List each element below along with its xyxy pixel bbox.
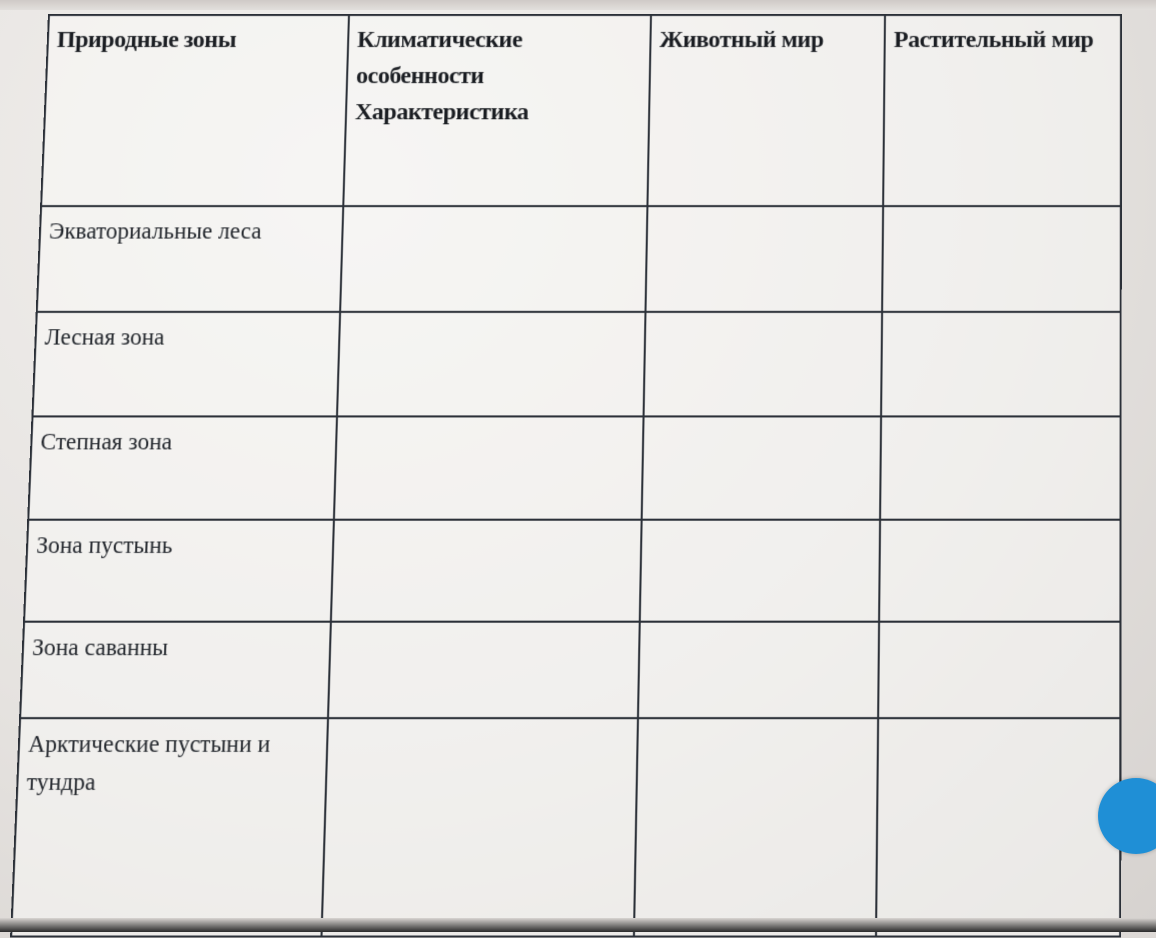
table-row bbox=[37, 206, 1121, 312]
fauna-cell[interactable] bbox=[640, 520, 880, 622]
climate-cell[interactable] bbox=[328, 622, 640, 718]
flora-cell[interactable] bbox=[881, 312, 1121, 417]
table-row bbox=[11, 718, 1120, 936]
climate-cell[interactable] bbox=[337, 312, 645, 417]
header-natural-zones: Природные зоны bbox=[41, 15, 349, 206]
climate-cell[interactable] bbox=[331, 520, 642, 622]
top-bezel bbox=[0, 0, 1156, 10]
table-row bbox=[20, 622, 1120, 718]
flora-cell[interactable] bbox=[876, 718, 1120, 936]
table-header-row bbox=[41, 15, 1121, 206]
zone-cell: Зона саванны bbox=[20, 622, 331, 718]
header-climate-line-1: Климатические bbox=[356, 26, 523, 54]
natural-zones-table bbox=[10, 14, 1122, 938]
fauna-cell[interactable] bbox=[642, 416, 881, 519]
header-climate-features bbox=[343, 15, 651, 206]
table-row bbox=[24, 520, 1120, 622]
zone-cell: Лесная зона bbox=[32, 312, 340, 417]
climate-cell[interactable] bbox=[321, 718, 637, 936]
climate-cell[interactable] bbox=[340, 206, 647, 312]
fauna-cell[interactable] bbox=[645, 206, 883, 312]
bottom-bezel bbox=[0, 918, 1156, 932]
table-row bbox=[28, 416, 1120, 519]
flora-cell[interactable] bbox=[878, 622, 1120, 718]
header-flora: Растительный мир bbox=[883, 15, 1121, 206]
header-climate-line-2: особенности bbox=[355, 63, 485, 90]
fauna-cell[interactable] bbox=[638, 622, 879, 718]
zone-cell: Арктические пустыни и тундра bbox=[11, 718, 328, 936]
zone-cell: Степная зона bbox=[28, 416, 337, 519]
zone-cell: Экваториальные леса bbox=[37, 206, 343, 312]
zone-cell: Зона пустынь bbox=[24, 520, 334, 622]
fauna-cell[interactable] bbox=[644, 312, 883, 417]
fauna-cell[interactable] bbox=[634, 718, 878, 936]
climate-cell[interactable] bbox=[334, 416, 644, 519]
flora-cell[interactable] bbox=[880, 416, 1121, 519]
header-fauna: Животный мир bbox=[647, 15, 885, 206]
flora-cell[interactable] bbox=[879, 520, 1120, 622]
flora-cell[interactable] bbox=[882, 206, 1121, 312]
header-climate-line-3: Характеристика bbox=[354, 99, 529, 126]
table-row bbox=[32, 312, 1120, 417]
